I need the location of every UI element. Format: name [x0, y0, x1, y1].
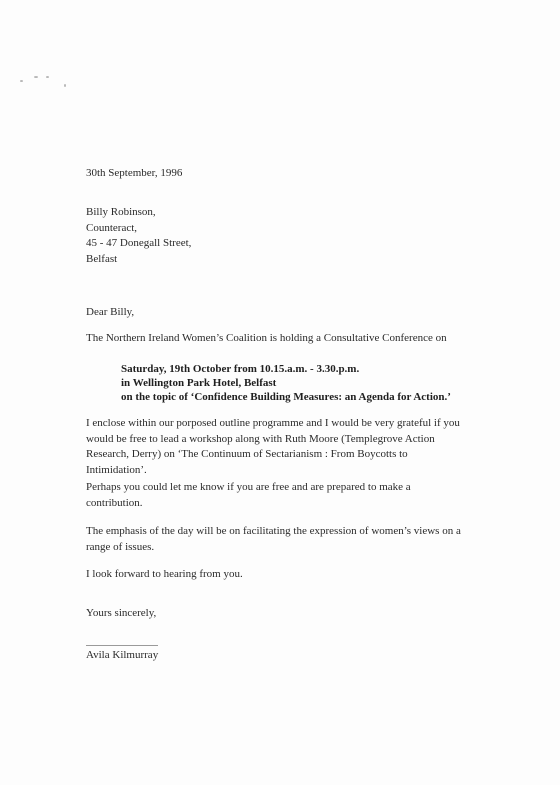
signature-line: [86, 645, 158, 646]
scan-speck: [64, 84, 66, 87]
salutation: Dear Billy,: [86, 306, 135, 318]
event-topic: on the topic of ‘Confidence Building Measures: an Agenda for Action.’: [121, 391, 451, 403]
intro-paragraph: The Northern Ireland Women’s Coalition is holding a Consultative Conference on: [86, 332, 447, 344]
letter-date: [86, 166, 182, 182]
scan-speck: [20, 80, 23, 82]
date-text: 30th September, 1996: [86, 167, 183, 179]
signatory: Avila Kilmurray: [86, 649, 159, 661]
recipient-city: Belfast: [86, 252, 118, 265]
workshop-paragraph: I enclose within our porposed outline programme and I would be very grateful if you would be free to lead a workshop along with Ruth Moore (Templegrove Action Research, Derry) on ‘The Continuum of Sectarianism : From Boycotts to Intimidation’.: [86, 417, 460, 476]
scan-speck: [34, 76, 38, 78]
recipient-name: Billy Robinson,: [86, 206, 156, 218]
scan-speck: [46, 76, 49, 78]
event-date-time: Saturday, 19th October from 10.15.a.m. - 3.30.p.m.: [121, 363, 360, 375]
availability-paragraph: Perhaps you could let me know if you are free and are prepared to make a contribution.: [86, 481, 411, 509]
recipient-address: [86, 205, 191, 267]
event-venue: in Wellington Park Hotel, Belfast: [121, 377, 277, 389]
event-details: [121, 362, 451, 404]
recipient-street: 45 - 47 Donegall Street,: [86, 237, 192, 249]
recipient-organisation: Counteract,: [86, 221, 138, 234]
look-forward-paragraph: I look forward to hearing from you.: [86, 568, 243, 580]
emphasis-paragraph: The emphasis of the day will be on facilitating the expression of women’s views on a range of issues.: [86, 525, 461, 553]
closing: Yours sincerely,: [86, 607, 157, 619]
